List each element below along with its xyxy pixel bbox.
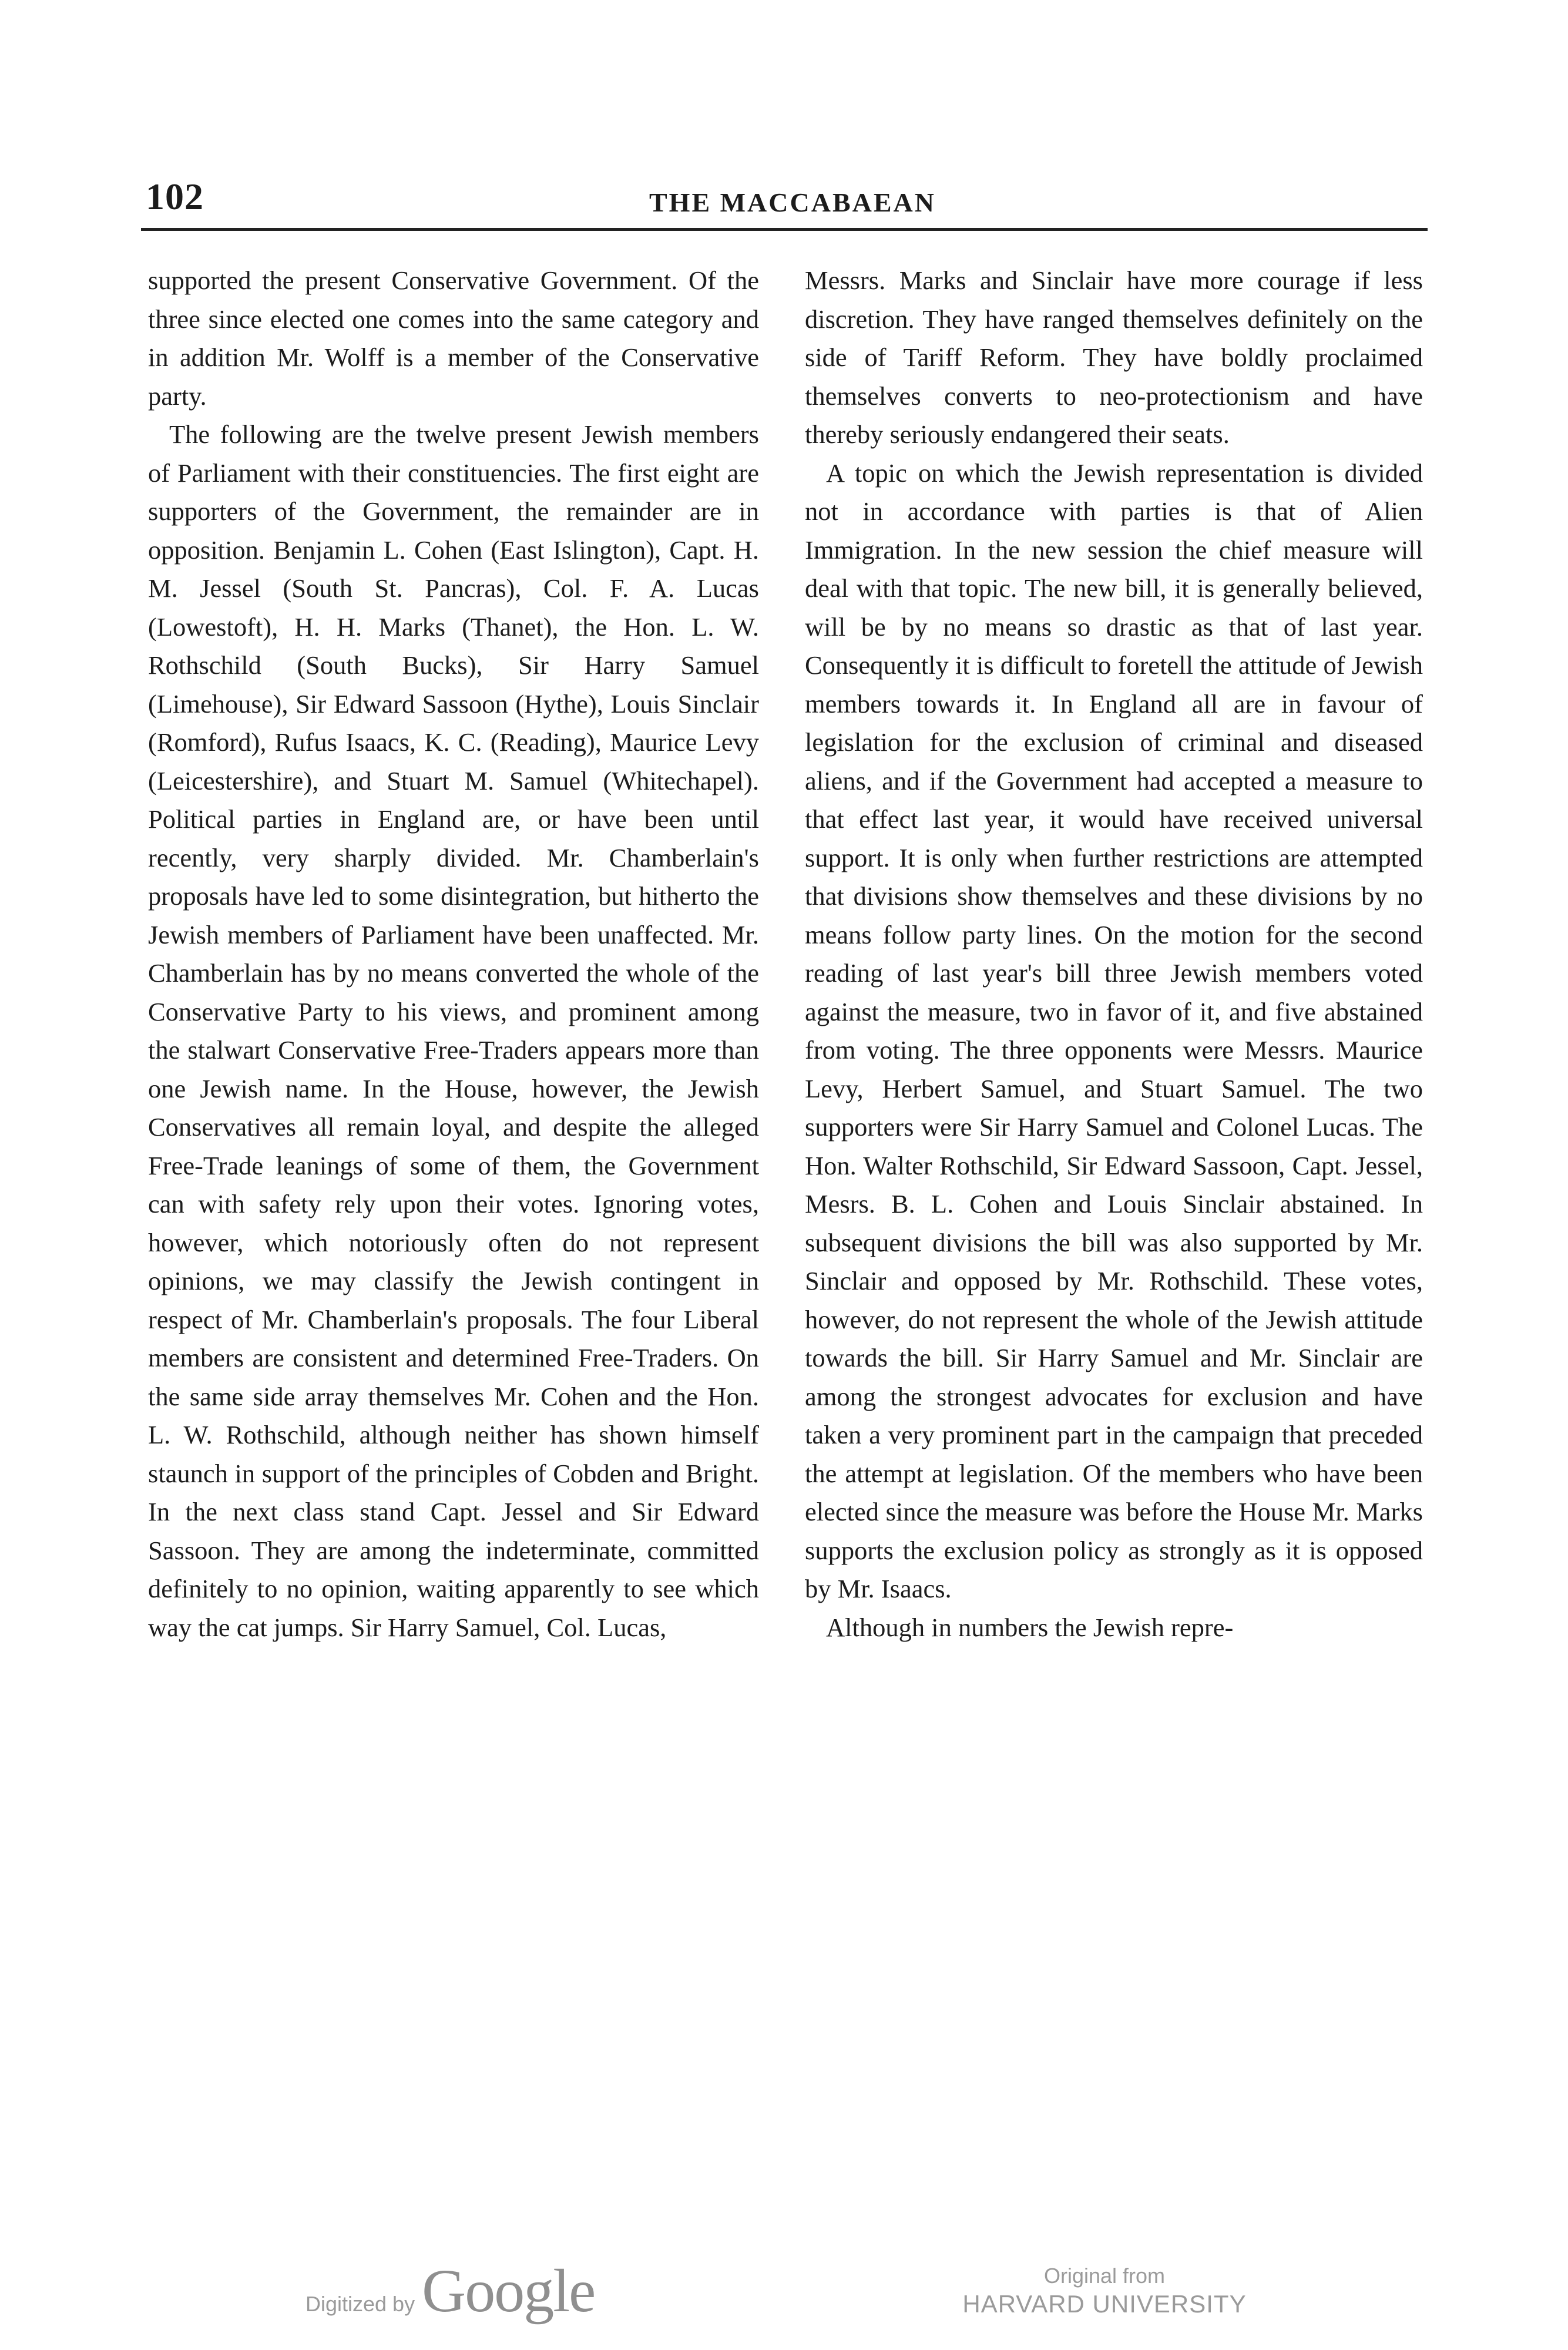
right-paragraph-3: Although in numbers the Jewish repre- (826, 1612, 1234, 1642)
right-column (805, 261, 1423, 1647)
institution-label: HARVARD UNIVERSITY (962, 2290, 1247, 2318)
left-column (148, 261, 759, 1647)
page-number: 102 (146, 176, 204, 217)
header-rule (141, 228, 1428, 231)
right-paragraph-2: A topic on which the Jewish representation is divided not in accordance with parties is that of Alien Immigration. In the new session the chief measure will deal with that topic. The new bill, it is generally believed, will be by no means so drastic as that of last year. Consequently it is difficult to foretell the attitude of Jewish members towards it. In England all are in favour of legislation for the exclusion of criminal and diseased aliens, and if the Government had accepted a measure to that effect last year, it would have received universal support. It is only when further restrictions are attempted that divisions show themselves and these divisions by no means follow party lines. On the motion for the second reading of last year's bill three Jewish members voted against the measure, two in favor of it, and five abstained from voting. The three opponents were Messrs. Maurice Levy, Herbert Samuel, and Stuart Samuel. The two supporters were Sir Harry Samuel and Colonel Lucas. The Hon. Walter Rothschild, Sir Edward Sassoon, Capt. Jessel, Mesrs. B. L. Cohen and Louis Sinclair abstained. In subsequent divisions the bill was also supported by Mr. Sinclair and opposed by Mr. Rothschild. These votes, however, do not represent the whole of the Jewish attitude towards the bill. Sir Harry Samuel and Mr. Sinclair are among the strongest advocates for exclusion and have taken a very prominent part in the campaign that preceded the attempt at legislation. Of the members who have been elected since the measure was before the House Mr. Marks supports the exclusion policy as strongly as it is opposed by Mr. Isaacs. (805, 458, 1423, 1603)
running-title: THE MACCABAEAN (649, 187, 936, 217)
original-from-label: Original from (1043, 2264, 1166, 2288)
digitized-by-watermark (305, 2256, 595, 2326)
right-paragraph-1: Messrs. Marks and Sinclair have more courage if less discretion. They have ranged themselves definitely on the side of Tariff Reform. They have boldly proclaimed themselves converts to neo-protectionism and have thereby seriously endangered their seats. (805, 266, 1423, 449)
source-watermark (952, 2263, 1257, 2319)
left-paragraph-2: The following are the twelve present Jewish members of Parliament with their constituencies. The first eight are supporters of the Government, the remainder are in opposition. Benjamin L. Cohen (East Islington), Capt. H. M. Jessel (South St. Pancras), Col. F. A. Lucas (Lowestoft), H. H. Marks (Thanet), the Hon. L. W. Rothschild (South Bucks), Sir Harry Samuel (Limehouse), Sir Edward Sassoon (Hythe), Louis Sinclair (Romford), Rufus Isaacs, K. C. (Reading), Maurice Levy (Leicestershire), and Stuart M. Samuel (Whitechapel). Political parties in England are, or have been until recently, very sharply divided. Mr. Chamberlain's proposals have led to some disintegration, but hitherto the Jewish members of Parliament have been unaffected. Mr. Chamberlain has by no means converted the whole of the Conservative Party to his views, and prominent among the stalwart Conservative Free-Traders appears more than one Jewish name. In the House, however, the Jewish Conservatives all remain loyal, and despite the alleged Free-Trade leanings of some of them, the Government can with safety rely upon their votes. Ignoring votes, however, which notoriously often do not represent opinions, we may classify the Jewish contingent in respect of Mr. Chamberlain's proposals. The four Liberal members are consistent and determined Free-Traders. On the same side array themselves Mr. Cohen and the Hon. L. W. Rothschild, although neither has shown himself staunch in support of the principles of Cobden and Bright. In the next class stand Capt. Jessel and Sir Edward Sassoon. They are among the indeterminate, committed definitely to no opinion, waiting apparently to see which way the cat jumps. Sir Harry Samuel, Col. Lucas, (148, 419, 759, 1642)
digitized-by-label: Digitized by (305, 2292, 415, 2316)
google-logo: Google (422, 2257, 595, 2325)
left-paragraph-1: supported the present Conservative Government. Of the three since elected one comes into the same category and in addition Mr. Wolff is a member of the Conservative party. (148, 266, 759, 411)
